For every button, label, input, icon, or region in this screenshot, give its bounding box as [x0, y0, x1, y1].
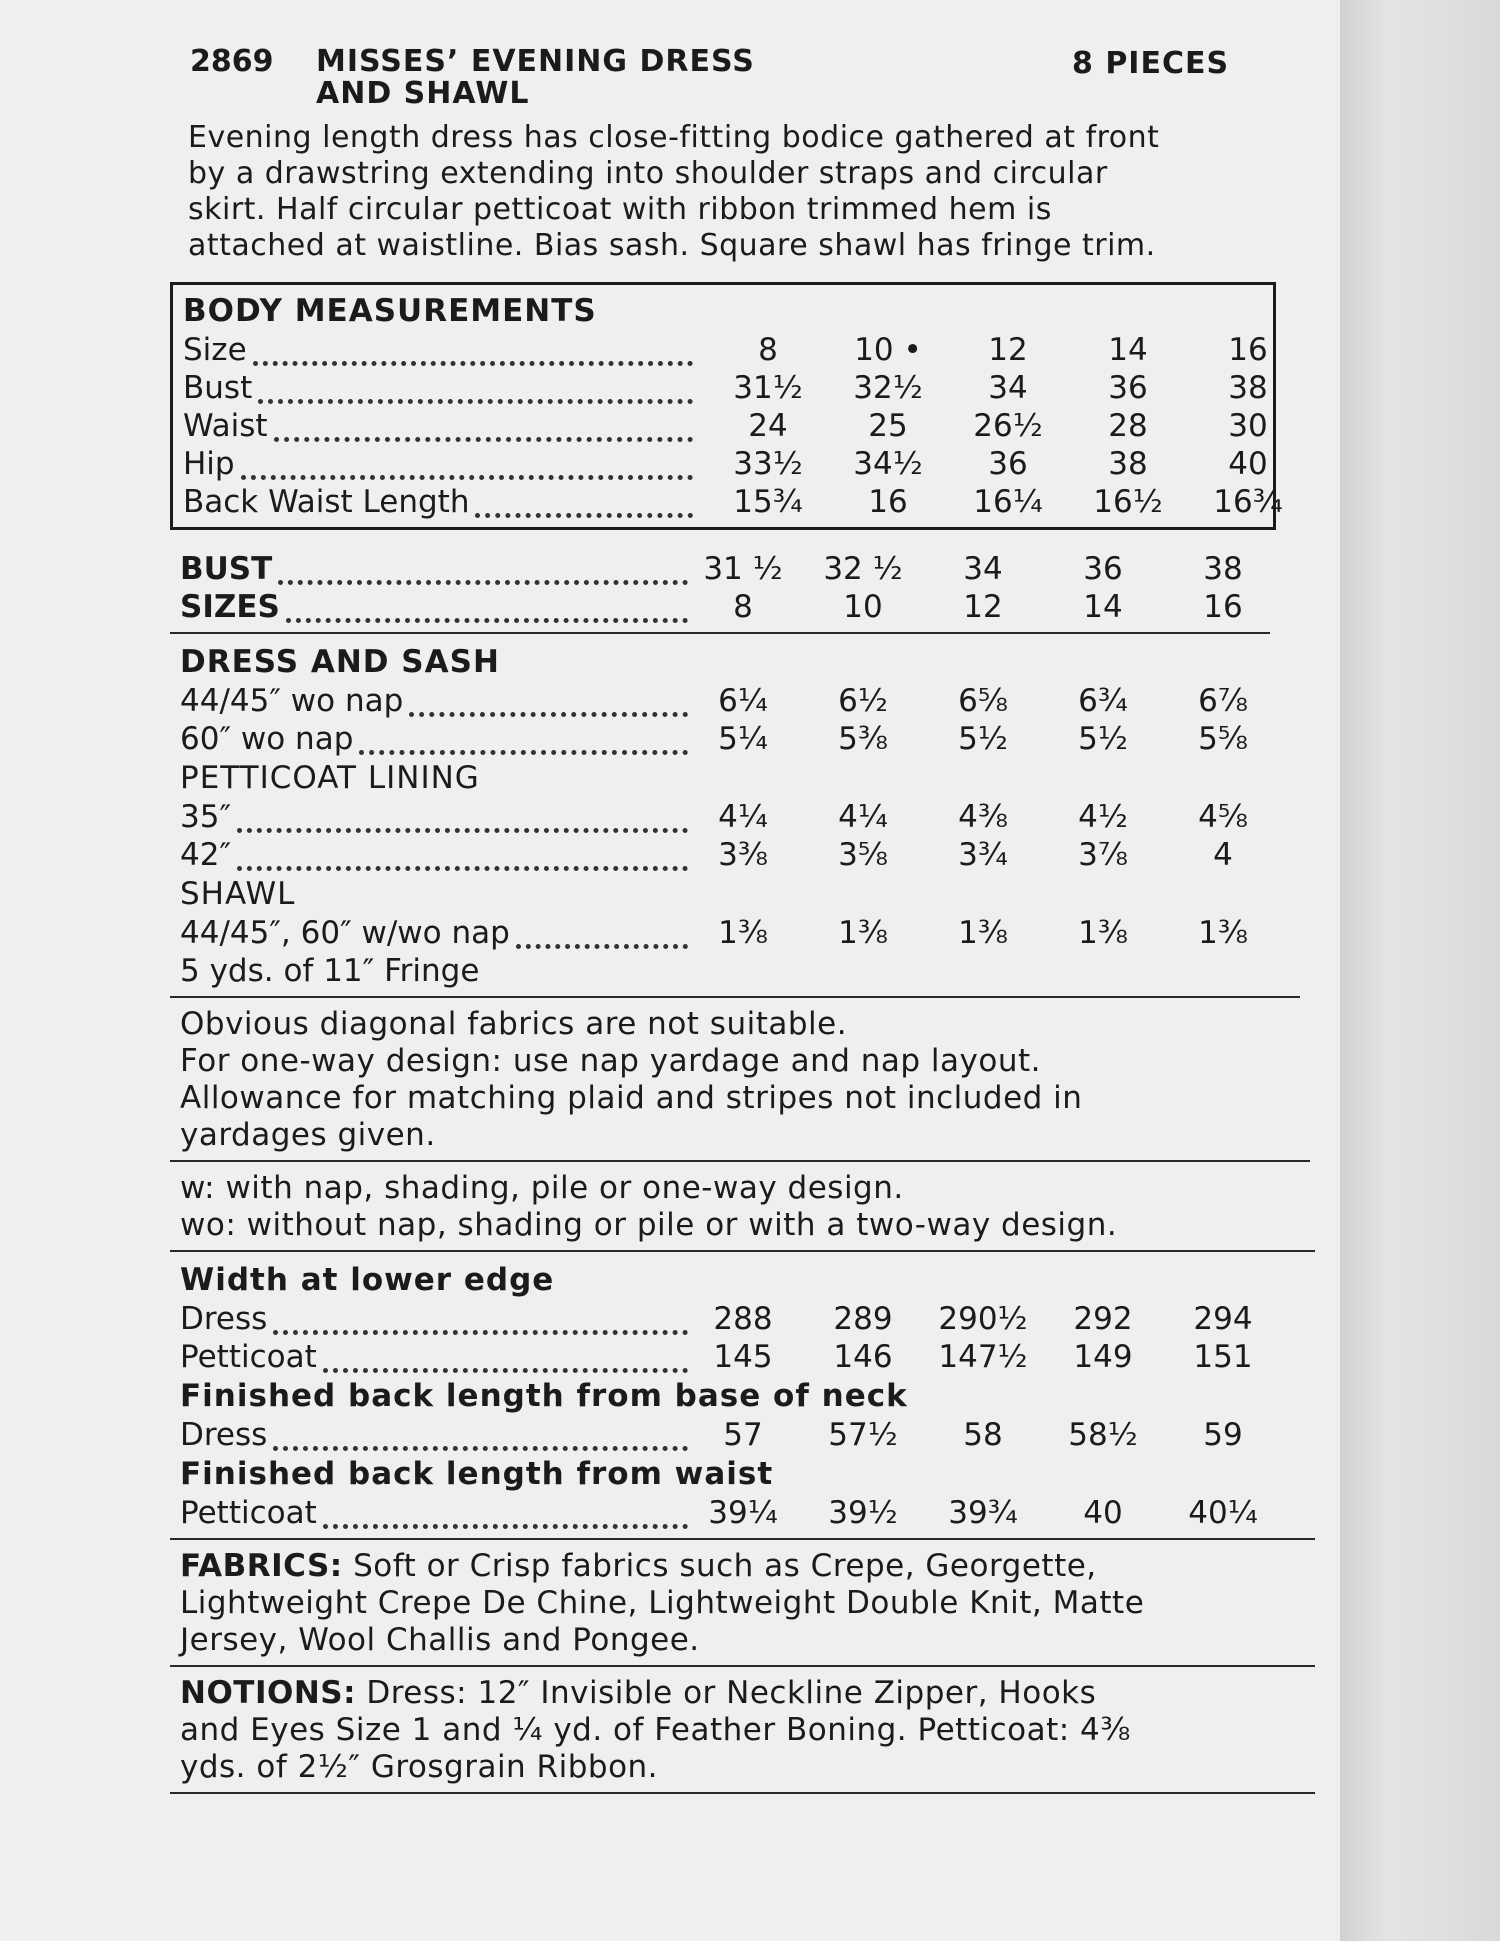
- row-label: BUST: [180, 551, 273, 587]
- row-label: Bust: [183, 370, 253, 406]
- title-line-2: AND SHAWL: [316, 76, 530, 111]
- size-value: 16¾: [1213, 484, 1283, 520]
- size-value: 4: [1213, 837, 1233, 873]
- leader-dots: [286, 612, 688, 623]
- size-value: 4¼: [718, 799, 768, 835]
- row-label: Back Waist Length: [183, 484, 470, 520]
- divider: [170, 996, 1300, 998]
- notions-line: yds. of 2½″ Grosgrain Ribbon.: [180, 1749, 659, 1785]
- size-value: 3⅝: [838, 837, 888, 873]
- size-value: 290½: [938, 1301, 1028, 1337]
- size-value: 40¼: [1188, 1495, 1258, 1531]
- size-value: 36: [988, 446, 1028, 482]
- leader-dots: [359, 744, 688, 755]
- description-line: attached at waistline. Bias sash. Square shawl has fringe trim.: [188, 228, 1156, 263]
- row-label: Size: [183, 332, 247, 368]
- size-value: 34½: [853, 446, 923, 482]
- measurement-row: [148, 588, 1308, 626]
- measurement-row: [173, 331, 1273, 369]
- notions-line: Dress: 12″ Invisible or Neckline Zipper, Hooks: [366, 1675, 1097, 1711]
- leader-dots: [258, 393, 693, 404]
- size-value: 57: [723, 1417, 763, 1453]
- size-value: 16: [1203, 589, 1243, 625]
- size-value: 16: [1228, 332, 1268, 368]
- body-measurements-box: [170, 282, 1283, 530]
- size-value: 58½: [1068, 1417, 1138, 1453]
- measurement-row: [148, 1300, 1308, 1338]
- description-line: Evening length dress has close-fitting bodice gathered at front: [188, 120, 1160, 155]
- description-line: by a drawstring extending into shoulder straps and circular: [188, 156, 1108, 191]
- size-value: 36: [1108, 370, 1148, 406]
- size-value: 31½: [733, 370, 803, 406]
- size-value: 6¾: [1078, 683, 1128, 719]
- row-label: 60″ wo nap: [180, 721, 354, 757]
- size-value: 36: [1083, 551, 1123, 587]
- pattern-header: [148, 44, 1308, 120]
- divider: [170, 632, 1270, 634]
- fabrics-section: [148, 1548, 1308, 1659]
- pattern-title: [316, 46, 755, 110]
- size-value: 15¾: [733, 484, 803, 520]
- size-value: 3¾: [958, 837, 1008, 873]
- row-label: Petticoat: [180, 1339, 317, 1375]
- size-value: 16: [868, 484, 908, 520]
- size-value: 6⅞: [1198, 683, 1248, 719]
- page-edge: [1340, 0, 1500, 1941]
- nap-line: wo: without nap, shading or pile or with a two-way design.: [180, 1207, 1118, 1243]
- size-value: 288: [713, 1301, 773, 1337]
- leader-dots: [323, 1518, 688, 1529]
- fabrics-line: Jersey, Wool Challis and Pongee.: [180, 1622, 700, 1658]
- leader-dots: [237, 822, 688, 833]
- size-value: 151: [1193, 1339, 1253, 1375]
- note-line: Obvious diagonal fabrics are not suitable.: [180, 1006, 848, 1042]
- fabrics-line: Lightweight Crepe De Chine, Lightweight Double Knit, Matte: [180, 1585, 1145, 1621]
- size-value: 8: [758, 332, 778, 368]
- size-value: 25: [868, 408, 908, 444]
- size-value: 6⅝: [958, 683, 1008, 719]
- size-value: 5½: [1078, 721, 1128, 757]
- size-value: 4½: [1078, 799, 1128, 835]
- size-value: 28: [1108, 408, 1148, 444]
- measurement-row: [148, 1338, 1308, 1376]
- size-value: 4¼: [838, 799, 888, 835]
- size-value: 5½: [958, 721, 1008, 757]
- title-line-1: MISSES’ EVENING DRESS: [316, 44, 755, 79]
- measurement-row: [173, 445, 1273, 483]
- divider: [170, 1160, 1310, 1162]
- size-value: 1⅜: [1198, 915, 1248, 951]
- pieces-count: 8 PIECES: [1072, 46, 1230, 81]
- nap-line: w: with nap, shading, pile or one-way design.: [180, 1170, 904, 1206]
- leader-dots: [475, 507, 693, 518]
- measurement-row: [173, 483, 1283, 521]
- measurement-row: [148, 836, 1308, 874]
- leader-dots: [273, 1440, 688, 1451]
- size-value: 1⅜: [1078, 915, 1128, 951]
- measurement-row: [148, 914, 1308, 952]
- body-measurements-heading: BODY MEASUREMENTS: [183, 293, 597, 329]
- notions-label: NOTIONS:: [180, 1675, 356, 1711]
- bust-sizes: [148, 550, 1308, 626]
- size-value: 16½: [1093, 484, 1163, 520]
- leader-dots: [274, 431, 693, 442]
- size-value: 12: [963, 589, 1003, 625]
- pattern-info: [148, 44, 1308, 1802]
- size-value: 38: [1228, 370, 1268, 406]
- size-value: 34: [988, 370, 1028, 406]
- size-value: 5¼: [718, 721, 768, 757]
- size-value: 14: [1108, 332, 1148, 368]
- size-value: 58: [963, 1417, 1003, 1453]
- measurement-row: [148, 798, 1308, 836]
- size-value: 14: [1083, 589, 1123, 625]
- leader-dots: [323, 1362, 688, 1373]
- size-value: 16¼: [973, 484, 1043, 520]
- leader-dots: [278, 574, 688, 585]
- size-value: 12: [988, 332, 1028, 368]
- fabric-notes: [148, 1006, 1308, 1154]
- measurement-row: [148, 1416, 1308, 1454]
- size-value: 1⅜: [718, 915, 768, 951]
- size-value: 5⅜: [838, 721, 888, 757]
- notions-line: and Eyes Size 1 and ¼ yd. of Feather Boning. Petticoat: 4⅜: [180, 1712, 1131, 1748]
- size-value: 32½: [853, 370, 923, 406]
- leader-dots: [241, 469, 693, 480]
- size-value: 39¼: [708, 1495, 778, 1531]
- size-value: 32 ½: [823, 551, 903, 587]
- neck-length-heading: Finished back length from base of neck: [180, 1378, 908, 1414]
- leader-dots: [237, 860, 688, 871]
- divider: [170, 1250, 1315, 1252]
- size-value: 145: [713, 1339, 773, 1375]
- size-value: 24: [748, 408, 788, 444]
- row-label: Waist: [183, 408, 268, 444]
- row-label: 44/45″, 60″ w/wo nap: [180, 915, 510, 951]
- petticoat-lining-heading: PETTICOAT LINING: [180, 760, 480, 796]
- row-label: SIZES: [180, 589, 280, 625]
- size-value: 3⅞: [1078, 837, 1128, 873]
- row-label: Dress: [180, 1301, 268, 1337]
- size-value: 10: [843, 589, 883, 625]
- size-value: 38: [1108, 446, 1148, 482]
- size-value: 33½: [733, 446, 803, 482]
- size-value: 30: [1228, 408, 1268, 444]
- description-line: skirt. Half circular petticoat with ribbon trimmed hem is: [188, 192, 1052, 227]
- size-value: 31 ½: [703, 551, 783, 587]
- size-value: 57½: [828, 1417, 898, 1453]
- note-line: Allowance for matching plaid and stripes not included in: [180, 1080, 1083, 1116]
- size-value: 6½: [838, 683, 888, 719]
- size-value: 40: [1083, 1495, 1123, 1531]
- width-lower-edge-heading: Width at lower edge: [180, 1262, 555, 1298]
- row-label: Dress: [180, 1417, 268, 1453]
- size-value: 292: [1073, 1301, 1133, 1337]
- size-value: 3⅜: [718, 837, 768, 873]
- measurement-row: [148, 1494, 1308, 1532]
- fabrics-label: FABRICS:: [180, 1548, 343, 1584]
- description: [148, 120, 1308, 264]
- leader-dots: [253, 355, 693, 366]
- size-value: 26½: [973, 408, 1043, 444]
- note-line: For one-way design: use nap yardage and nap layout.: [180, 1043, 1042, 1079]
- measurement-row: [173, 407, 1273, 445]
- size-value: 149: [1073, 1339, 1133, 1375]
- size-value: 294: [1193, 1301, 1253, 1337]
- size-value: 40: [1228, 446, 1268, 482]
- nap-notes: [148, 1170, 1308, 1244]
- pattern-number: 2869: [190, 44, 274, 79]
- size-value: 10 •: [854, 332, 922, 368]
- size-value: 146: [833, 1339, 893, 1375]
- row-label: Hip: [183, 446, 235, 482]
- size-value: 289: [833, 1301, 893, 1337]
- size-value: 4⅝: [1198, 799, 1248, 835]
- size-value: 147½: [938, 1339, 1028, 1375]
- measurement-row: [148, 550, 1308, 588]
- divider: [170, 1665, 1315, 1667]
- row-label: Petticoat: [180, 1495, 317, 1531]
- size-value: 5⅝: [1198, 721, 1248, 757]
- measurement-row: [173, 369, 1273, 407]
- leader-dots: [409, 706, 688, 717]
- size-value: 39½: [828, 1495, 898, 1531]
- size-value: 38: [1203, 551, 1243, 587]
- leader-dots: [516, 938, 688, 949]
- size-value: 34: [963, 551, 1003, 587]
- size-value: 1⅜: [838, 915, 888, 951]
- size-value: 6¼: [718, 683, 768, 719]
- size-value: 59: [1203, 1417, 1243, 1453]
- shawl-heading: SHAWL: [180, 876, 296, 912]
- fabrics-line: Soft or Crisp fabrics such as Crepe, Georgette,: [353, 1548, 1097, 1584]
- size-value: 8: [733, 589, 753, 625]
- measurement-row: [148, 720, 1308, 758]
- waist-length-heading: Finished back length from waist: [180, 1456, 774, 1492]
- row-label: 42″: [180, 837, 232, 873]
- size-value: 4⅜: [958, 799, 1008, 835]
- dress-sash-heading: DRESS AND SASH: [180, 644, 500, 680]
- divider: [170, 1538, 1315, 1540]
- row-label: 35″: [180, 799, 232, 835]
- leader-dots: [273, 1324, 688, 1335]
- divider: [170, 1792, 1315, 1794]
- notions-section: [148, 1675, 1308, 1786]
- size-value: 39¾: [948, 1495, 1018, 1531]
- size-value: 1⅜: [958, 915, 1008, 951]
- note-line: yardages given.: [180, 1117, 436, 1153]
- fringe-note: 5 yds. of 11″ Fringe: [180, 953, 480, 989]
- measurement-row: [148, 682, 1308, 720]
- row-label: 44/45″ wo nap: [180, 683, 404, 719]
